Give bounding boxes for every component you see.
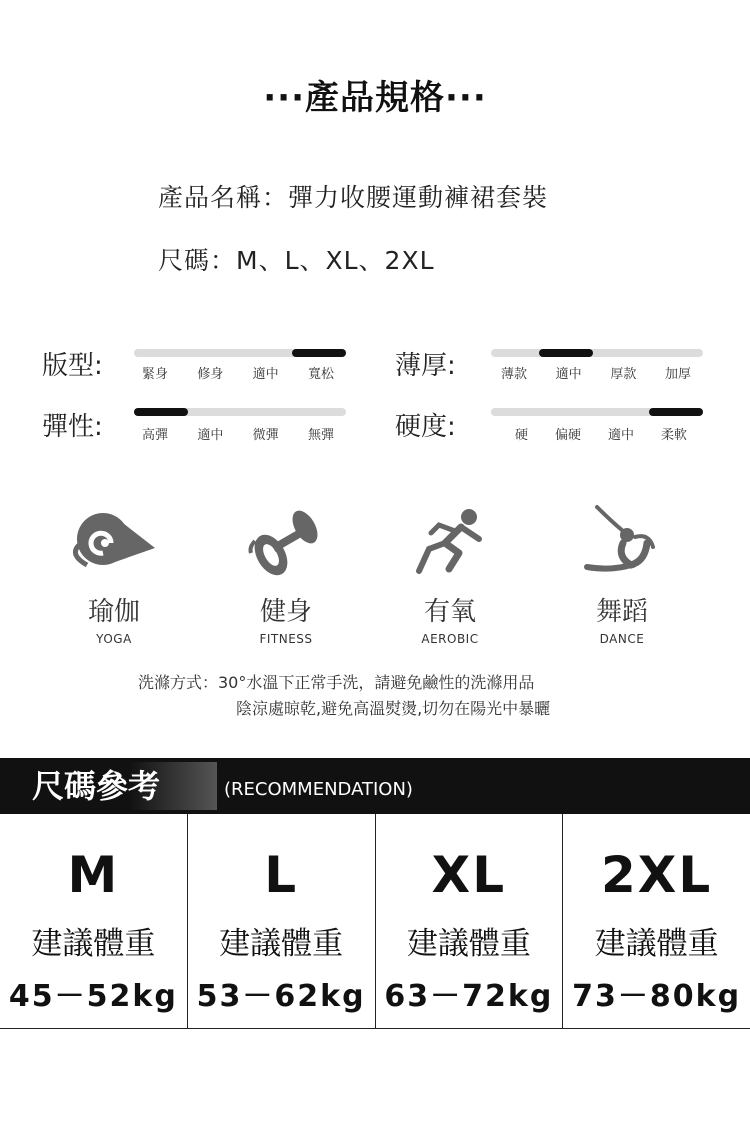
rating-tick: 無彈 (307, 428, 334, 443)
rating-fill (292, 349, 346, 357)
rating-tick: 適中 (555, 367, 582, 382)
size-reference-title: 尺碼參考 (22, 762, 217, 810)
rating-label: 薄厚: (395, 351, 456, 381)
weight-label: 建議體重 (594, 926, 719, 962)
activity-name: 舞蹈 (595, 597, 648, 627)
rating-tick: 厚款 (610, 367, 637, 382)
rating-tick: 偏硬 (554, 428, 581, 443)
runner-icon (405, 505, 495, 585)
size-reference-subtitle: (RECOMMENDATION) (224, 779, 413, 800)
rating-tick: 柔軟 (660, 428, 687, 443)
activity-name: 健身 (259, 597, 312, 627)
rating-tick: 適中 (252, 367, 279, 382)
rating-tick: 適中 (607, 428, 634, 443)
activity-aerobic (380, 505, 520, 646)
rating-track (491, 408, 703, 416)
care-instructions-2: 陰涼處晾乾,避免高溫熨燙,切勿在陽光中暴曬 (236, 699, 551, 718)
rating-label: 彈性: (42, 412, 103, 442)
rating-tick: 適中 (197, 428, 224, 443)
size-column (376, 814, 564, 1028)
activity-name-en: YOGA (96, 632, 132, 646)
size-column (0, 814, 188, 1028)
activity-yoga (44, 505, 184, 646)
rating-fill (539, 349, 593, 357)
rating-fill (649, 408, 703, 416)
dumbbell-icon (241, 505, 331, 585)
weight-range: 45－52kg (8, 979, 178, 1014)
rating-tick: 高彈 (142, 428, 169, 443)
size-column (563, 814, 750, 1028)
rating-tick: 薄款 (501, 367, 528, 382)
dancer-icon (577, 505, 667, 585)
weight-label: 建議體重 (31, 926, 156, 962)
activity-name: 瑜伽 (87, 597, 140, 627)
rating-tick: 加厚 (664, 367, 691, 382)
weight-range: 63－72kg (384, 979, 554, 1014)
activity-name-en: FITNESS (259, 632, 313, 646)
rating-tick: 硬 (515, 428, 529, 443)
activity-name-en: AEROBIC (421, 632, 479, 646)
activity-fitness (216, 505, 356, 646)
weight-label: 建議體重 (406, 926, 531, 962)
rating-track (134, 349, 346, 357)
size-label: L (264, 846, 299, 904)
rating-track (491, 349, 703, 357)
rating-tick: 緊身 (142, 367, 169, 382)
weight-range: 73－80kg (572, 979, 742, 1014)
yoga-mat-icon (69, 505, 159, 585)
activity-name: 有氧 (423, 597, 476, 627)
rating-tick: 修身 (197, 367, 224, 382)
page-title: ···產品規格··· (263, 78, 487, 118)
care-instructions: 洗滌方式：30°水溫下正常手洗，請避免鹼性的洗滌用品 (138, 673, 535, 692)
rating-label: 硬度: (395, 412, 456, 442)
product-sizes: 尺碼：M、L、XL、2XL (158, 246, 435, 275)
weight-range: 53－62kg (196, 979, 366, 1014)
rating-track (134, 408, 346, 416)
size-label: XL (431, 846, 507, 904)
size-label: M (67, 846, 120, 904)
product-name: 產品名稱：彈力收腰運動褲裙套裝 (158, 183, 549, 212)
rating-label: 版型: (42, 351, 103, 381)
rating-tick: 微彈 (252, 428, 279, 443)
rating-tick: 寬松 (307, 367, 334, 382)
size-column (188, 814, 376, 1028)
size-table (0, 814, 750, 1029)
activity-name-en: DANCE (599, 632, 645, 646)
rating-fill (134, 408, 188, 416)
weight-label: 建議體重 (219, 926, 344, 962)
activity-dance (552, 505, 692, 646)
size-label: 2XL (601, 846, 713, 904)
